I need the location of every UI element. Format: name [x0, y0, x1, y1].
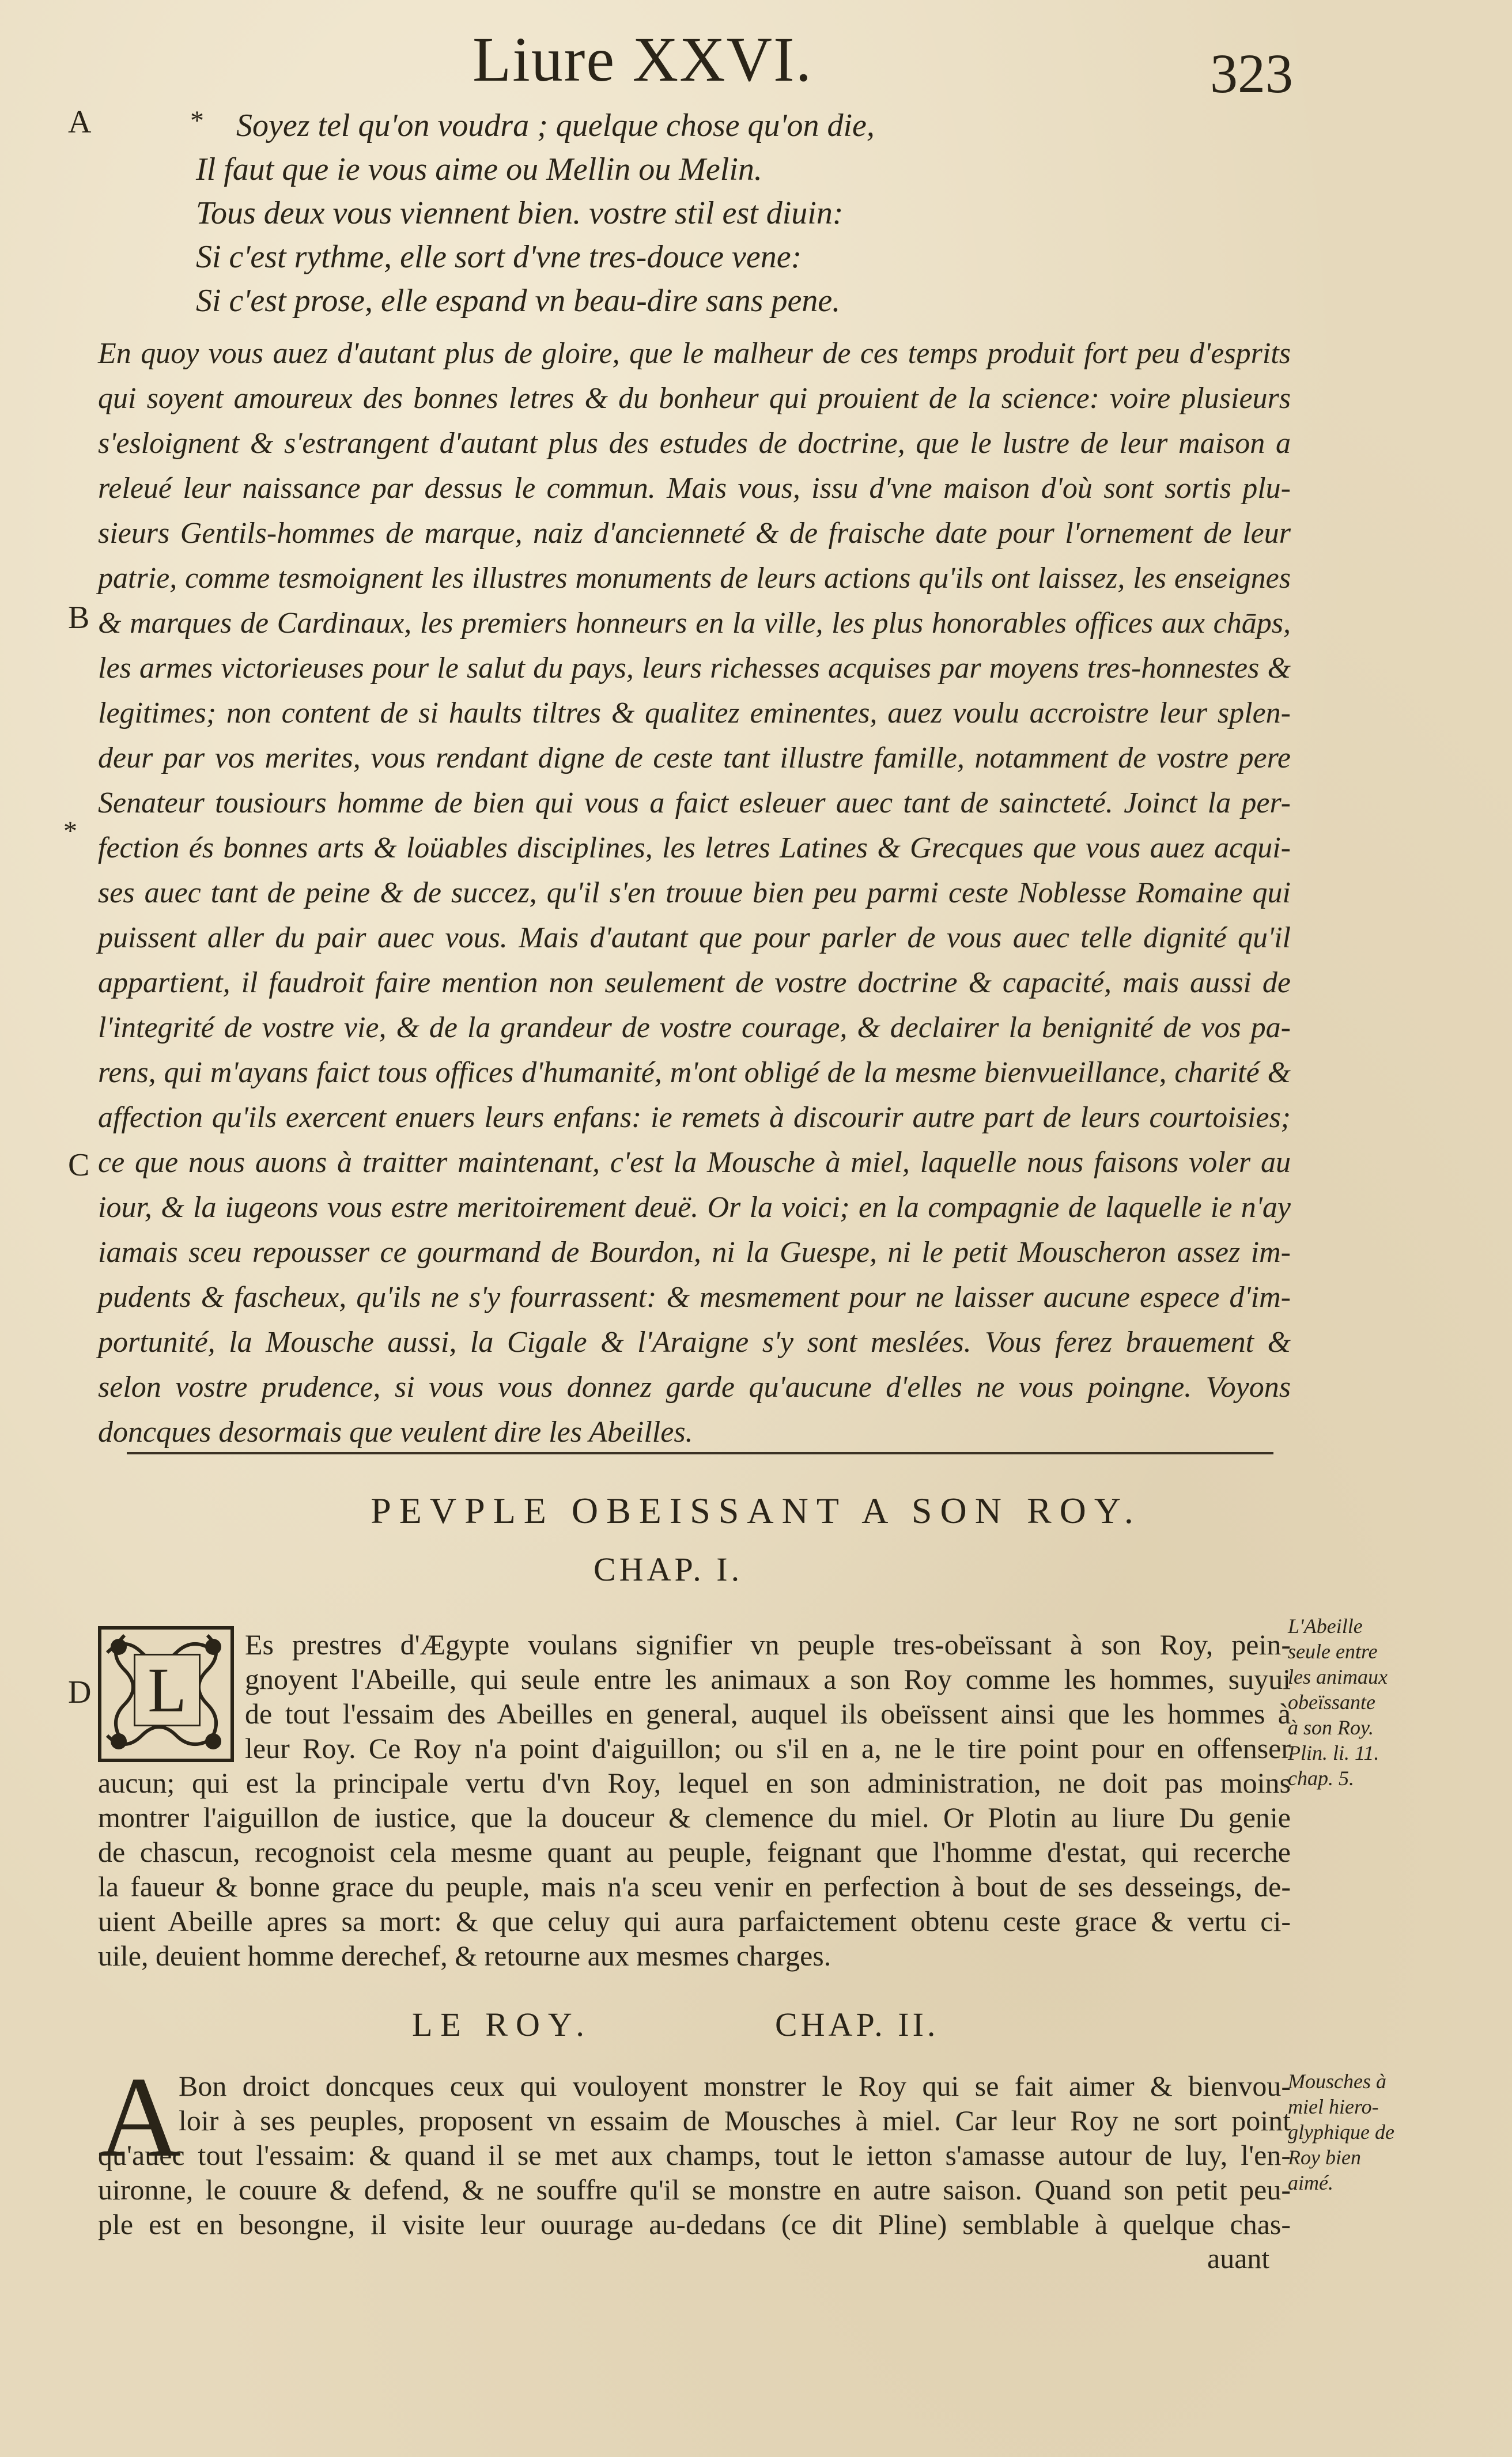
prose-line: s'esloignent & s'estrangent d'autant plus des estudes de doctrine, que le lustre de leur maison a — [98, 427, 1291, 460]
body-line: montrer l'aiguillon de iustice, que la douceur & clemence du miel. Or Plotin au liure Du genie — [98, 1801, 1291, 1834]
margin-note-line: aimé. — [1288, 2171, 1333, 2194]
margin-letter-c: C — [68, 1147, 90, 1183]
dropcap-letter: L — [134, 1654, 201, 1726]
margin-note-line: les animaux — [1288, 1665, 1388, 1688]
running-title: Liure XXVI. — [472, 24, 813, 94]
margin-note-line: à son Roy. — [1288, 1716, 1374, 1739]
margin-note-line: Plin. li. 11. — [1288, 1741, 1379, 1764]
section-divider — [127, 1452, 1273, 1454]
body-line: leur Roy. Ce Roy n'a point d'aiguillon; ou s'il en a, ne le tire point pour en offenser — [245, 1732, 1291, 1764]
verse-line: Il faut que ie vous aime ou Mellin ou Melin. — [196, 152, 762, 187]
verse-line: Tous deux vous viennent bien. vostre stil est diuin: — [196, 195, 844, 231]
body-line: de tout l'essaim des Abeilles en general, auquel ils obeïssent ainsi que les hommes à — [245, 1698, 1291, 1730]
prose-line: ses auec tant de peine & de succez, qu'il s'en trouue bien peu parmi ceste Noblesse Romaine qui — [98, 876, 1291, 909]
margin-letter-b: B — [68, 600, 90, 636]
prose-line: qui soyent amoureux des bonnes letres & du bonheur qui prouient de la science: voire plusieurs — [98, 382, 1291, 415]
prose-line: patrie, comme tesmoignent les illustres monuments de leurs actions qu'ils ont laissez, les enseignes — [98, 562, 1291, 595]
margin-note-line: obeïssante — [1288, 1691, 1375, 1714]
body-line: qu'auec tout l'essaim: & quand il se met aux champs, tout le ietton s'amasse autour de luy, l'en- — [98, 2139, 1291, 2171]
margin-letter-d: D — [68, 1674, 92, 1710]
prose-line: les armes victorieuses pour le salut du pays, leurs richesses acquises par moyens tres-honnestes & — [98, 652, 1291, 685]
prose-line: puissent aller du pair auec vous. Mais d'autant que pour parler de vous auec telle dignité qu'il — [98, 921, 1291, 954]
prose-line: rens, qui m'ayans faict tous offices d'humanité, m'ont obligé de la mesme bienvueillance, charité & — [98, 1056, 1291, 1089]
margin-note-line: L'Abeille — [1288, 1615, 1363, 1638]
page-number: 323 — [1210, 43, 1293, 104]
prose-line: pudents & fascheux, qu'ils ne s'y fourrassent: & mesmement pour ne laisser aucune espece d'im- — [98, 1281, 1291, 1314]
catchword: auant — [1207, 2242, 1270, 2274]
prose-line: releué leur naissance par dessus le commun. Mais vous, issu d'vne maison d'où sont sortis plu- — [98, 472, 1291, 505]
body-line: uient Abeille apres sa mort: & que celuy qui aura parfaictement obtenu ceste grace & vertu ci- — [98, 1905, 1291, 1937]
margin-letter-a: A — [68, 104, 92, 140]
body-line: uile, deuient homme derechef, & retourne aux mesmes charges. — [98, 1940, 831, 1972]
section-title: PEVPLE OBEISSANT A SON ROY. — [371, 1490, 1141, 1531]
prose-line: affection qu'ils exercent enuers leurs enfans: ie remets à discourir autre part de leurs courtoisies; — [98, 1101, 1291, 1134]
prose-line: l'integrité de vostre vie, & de la grandeur de vostre courage, & declairer la benignité de vos pa- — [98, 1011, 1291, 1044]
prose-line: selon vostre prudence, si vous vous donnez garde qu'aucune d'elles ne vous poingne. Voyons — [98, 1371, 1291, 1404]
body-line: Es prestres d'Ægypte voulans signifier vn peuple tres-obeïssant à son Roy, pein- — [245, 1628, 1291, 1661]
body-line: aucun; qui est la principale vertu d'vn Roy, lequel en son administration, ne doit pas moins — [98, 1767, 1291, 1799]
margin-note-line: Mousches à — [1288, 2070, 1386, 2093]
body-line: loir à ses peuples, proposent vn essaim de Mousches à miel. Car leur Roy ne sort point — [179, 2104, 1291, 2137]
prose-line: sieurs Gentils-hommes de marque, naiz d'ancienneté & de fraische date pour l'ornement de leur — [98, 517, 1291, 550]
prose-line: & marques de Cardinaux, les premiers honneurs en la ville, les plus honorables offices aux chāps, — [98, 607, 1291, 640]
section-title-roy: LE ROY. — [412, 2006, 592, 2043]
prose-line: doncques desormais que veulent dire les Abeilles. — [98, 1416, 693, 1449]
body-line: uironne, le couure & defend, & ne souffre qu'il se monstre en autre saison. Quand son petit peu- — [98, 2174, 1291, 2206]
margin-asterisk: * — [63, 816, 77, 846]
margin-note-line: miel hiero- — [1288, 2095, 1379, 2118]
verse-line: Si c'est rythme, elle sort d'vne tres-douce vene: — [196, 239, 802, 275]
margin-note-line: seule entre — [1288, 1640, 1378, 1663]
verse-asterisk: * — [190, 105, 204, 136]
body-line: Bon droict doncques ceux qui vouloyent monstrer le Roy qui se fait aimer & bienvou- — [179, 2070, 1291, 2102]
verse-line: Soyez tel qu'on voudra ; quelque chose qu'on die, — [236, 108, 875, 143]
body-line: la faueur & bonne grace du peuple, mais n'a sceu venir en perfection à bout de ses desseings, de- — [98, 1870, 1291, 1903]
margin-note-line: Roy bien — [1288, 2146, 1361, 2169]
prose-line: ce que nous auons à traitter maintenant, c'est la Mousche à miel, laquelle nous faisons voler au — [98, 1146, 1291, 1179]
prose-line: iamais sceu repousser ce gourmand de Bourdon, ni la Guespe, ni le petit Mouscheron assez im- — [98, 1236, 1291, 1269]
chapter-label: CHAP. I. — [594, 1551, 743, 1588]
chapter-label: CHAP. II. — [775, 2006, 939, 2043]
margin-note-line: chap. 5. — [1288, 1767, 1354, 1790]
prose-line: iour, & la iugeons vous estre meritoirement deuë. Or la voici; en la compagnie de laquelle ie n'ay — [98, 1191, 1291, 1224]
prose-line: appartient, il faudroit faire mention non seulement de vostre doctrine & capacité, mais aussi de — [98, 966, 1291, 999]
prose-line: legitimes; non content de si haults tiltres & qualitez eminentes, auez voulu accroistre leur splen- — [98, 697, 1291, 729]
margin-note-2 — [1288, 2069, 1495, 2195]
margin-note-1 — [1288, 1613, 1495, 1791]
initial-letter: A — [98, 2054, 182, 2181]
margin-note-line: glyphique de — [1288, 2120, 1394, 2144]
body-line: de chascun, recognoist cela mesme quant au peuple, feignant que l'homme d'estat, qui recerche — [98, 1836, 1291, 1868]
verse-line: Si c'est prose, elle espand vn beau-dire sans pene. — [196, 283, 841, 319]
prose-line: portunité, la Mousche aussi, la Cigale & l'Araigne s'y sont meslées. Vous ferez brauement & — [98, 1326, 1291, 1359]
body-line: ple est en besongne, il visite leur ouurage au-dedans (ce dit Pline) semblable à quelque chas- — [98, 2208, 1291, 2240]
prose-line: deur par vos merites, vous rendant digne de ceste tant illustre famille, notamment de vostre pere — [98, 742, 1291, 774]
prose-line: Senateur tousiours homme de bien qui vous a faict esleuer auec tant de saincteté. Joinct la per- — [98, 787, 1291, 819]
body-line: gnoyent l'Abeille, qui seule entre les animaux a son Roy comme les hommes, suyui — [245, 1663, 1291, 1695]
prose-line: fection és bonnes arts & loüables disciplines, les letres Latines & Grecques que vous auez acqui- — [98, 831, 1291, 864]
prose-line: En quoy vous auez d'autant plus de gloire, que le malheur de ces temps produit fort peu d'esprits — [98, 337, 1291, 370]
